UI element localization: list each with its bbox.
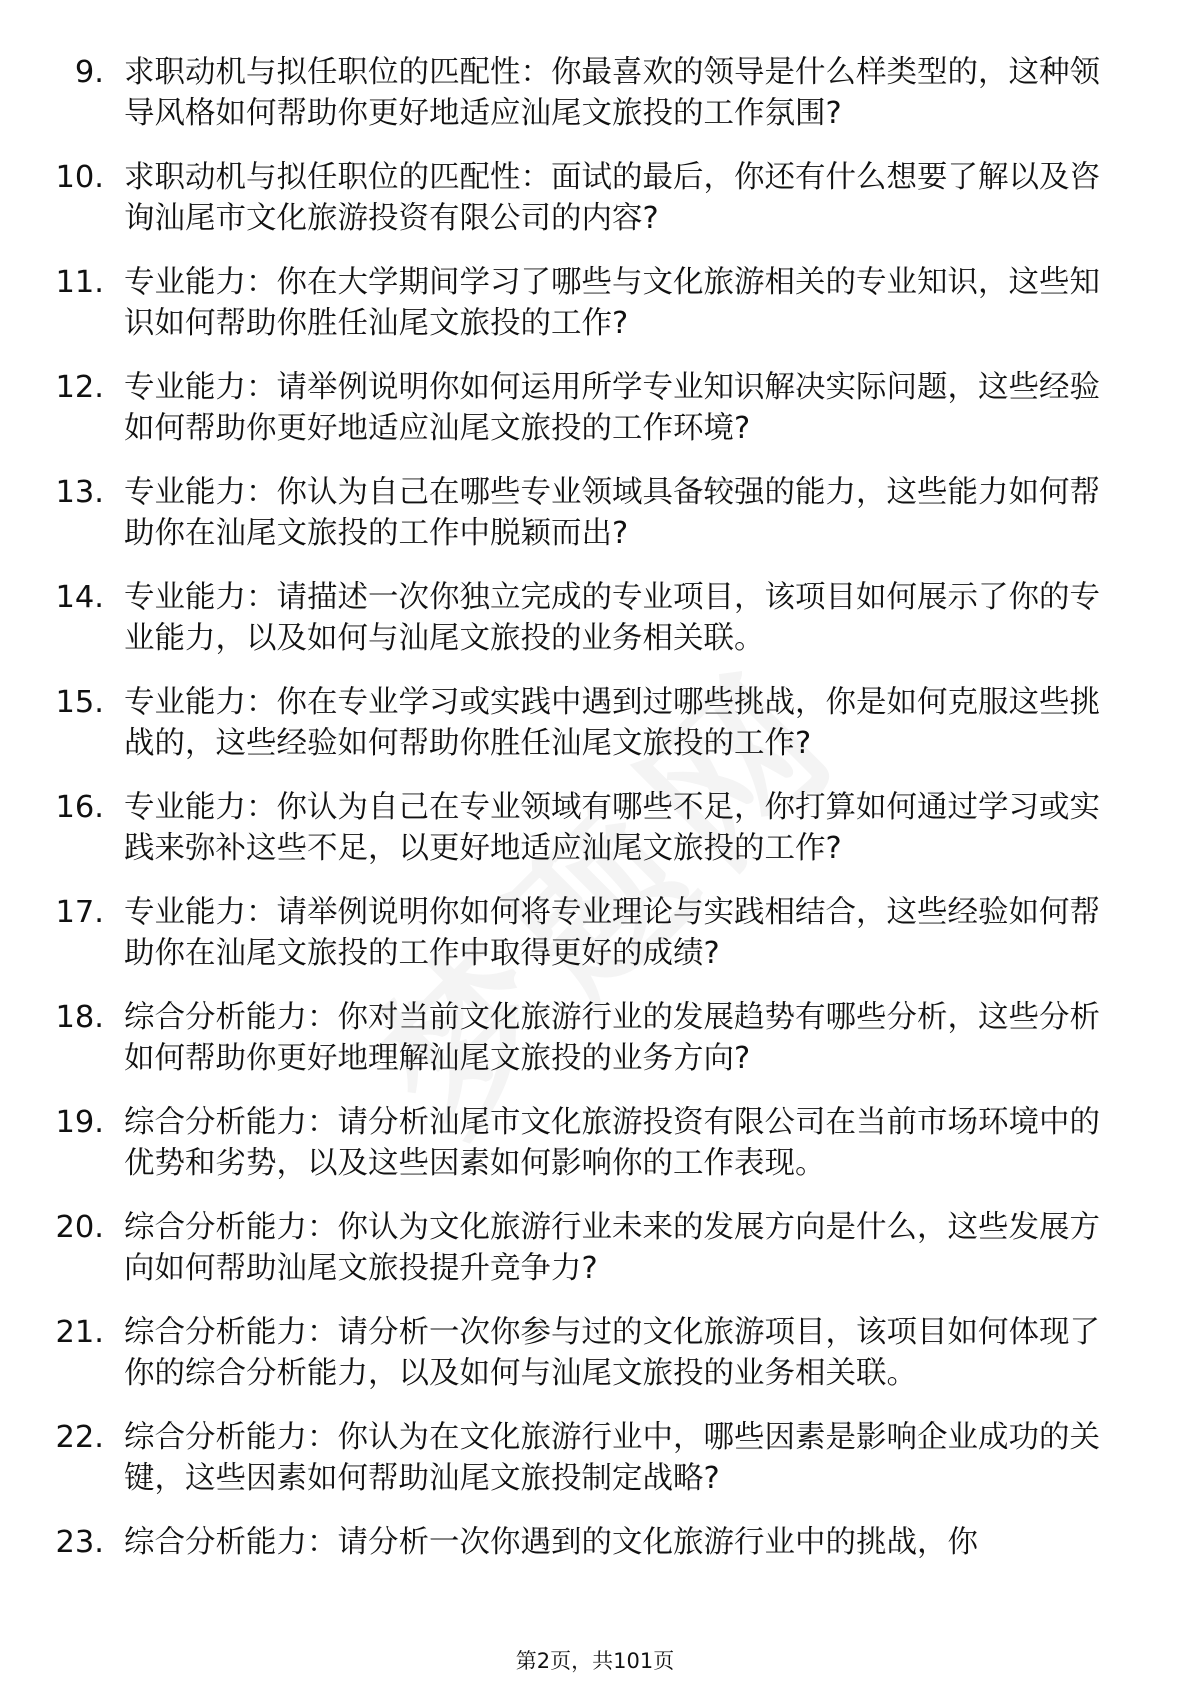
question-text: 综合分析能力：你认为文化旅游行业未来的发展方向是什么，这些发展方向如何帮助汕尾文旅投提升竞争力?: [124, 1210, 1100, 1286]
question-item: [0, 1312, 1190, 1394]
question-item: [0, 787, 1190, 869]
question-list: [0, 52, 1190, 1586]
question-item: [0, 472, 1190, 554]
question-number: 20.: [55, 1210, 104, 1245]
question-number: 22.: [55, 1420, 104, 1455]
question-text: 专业能力：请举例说明你如何将专业理论与实践相结合，这些经验如何帮助你在汕尾文旅投的工作中取得更好的成绩?: [124, 895, 1100, 971]
question-number: 19.: [55, 1105, 104, 1140]
question-number: 12.: [55, 370, 104, 405]
question-item: [0, 682, 1190, 764]
question-number: 14.: [55, 580, 104, 615]
question-number: 17.: [55, 895, 104, 930]
question-text: 专业能力：请描述一次你独立完成的专业项目，该项目如何展示了你的专业能力，以及如何与汕尾文旅投的业务相关联。: [124, 580, 1100, 656]
question-number: 10.: [55, 160, 104, 195]
question-text: 综合分析能力：你对当前文化旅游行业的发展趋势有哪些分析，这些分析如何帮助你更好地理解汕尾文旅投的业务方向?: [124, 1000, 1100, 1076]
question-item: [0, 892, 1190, 974]
question-item: [0, 1102, 1190, 1184]
question-text: 求职动机与拟任职位的匹配性：你最喜欢的领导是什么样类型的，这种领导风格如何帮助你更好地适应汕尾文旅投的工作氛围?: [124, 55, 1100, 131]
question-text: 专业能力：你在大学期间学习了哪些与文化旅游相关的专业知识，这些知识如何帮助你胜任汕尾文旅投的工作?: [124, 265, 1100, 341]
question-text: 综合分析能力：请分析一次你遇到的文化旅游行业中的挑战，你: [124, 1525, 978, 1560]
question-item: [0, 1522, 1190, 1563]
question-text: 综合分析能力：请分析汕尾市文化旅游投资有限公司在当前市场环境中的优势和劣势，以及这些因素如何影响你的工作表现。: [124, 1105, 1100, 1181]
question-text: 专业能力：你在专业学习或实践中遇到过哪些挑战，你是如何克服这些挑战的，这些经验如何帮助你胜任汕尾文旅投的工作?: [124, 685, 1100, 761]
question-item: [0, 367, 1190, 449]
page-footer: 第2页，共101页: [515, 1649, 675, 1673]
question-number: 16.: [55, 790, 104, 825]
question-number: 13.: [55, 475, 104, 510]
question-text: 综合分析能力：你认为在文化旅游行业中，哪些因素是影响企业成功的关键，这些因素如何帮助汕尾文旅投制定战略?: [124, 1420, 1100, 1496]
question-number: 11.: [55, 265, 104, 300]
question-number: 18.: [55, 1000, 104, 1035]
question-item: [0, 1417, 1190, 1499]
question-item: [0, 997, 1190, 1079]
question-number: 15.: [55, 685, 104, 720]
question-text: 求职动机与拟任职位的匹配性：面试的最后，你还有什么想要了解以及咨询汕尾市文化旅游投资有限公司的内容?: [124, 160, 1100, 236]
question-text: 综合分析能力：请分析一次你参与过的文化旅游项目，该项目如何体现了你的综合分析能力，以及如何与汕尾文旅投的业务相关联。: [124, 1315, 1100, 1391]
question-number: 21.: [55, 1315, 104, 1350]
question-text: 专业能力：你认为自己在哪些专业领域具备较强的能力，这些能力如何帮助你在汕尾文旅投的工作中脱颖而出?: [124, 475, 1100, 551]
question-item: [0, 52, 1190, 134]
question-item: [0, 1207, 1190, 1289]
question-item: [0, 577, 1190, 659]
question-text: 专业能力：你认为自己在专业领域有哪些不足，你打算如何通过学习或实践来弥补这些不足，以更好地适应汕尾文旅投的工作?: [124, 790, 1100, 866]
question-text: 专业能力：请举例说明你如何运用所学专业知识解决实际问题，这些经验如何帮助你更好地适应汕尾文旅投的工作环境?: [124, 370, 1100, 446]
question-item: [0, 262, 1190, 344]
question-number: 23.: [55, 1525, 104, 1560]
question-number: 9.: [74, 55, 104, 90]
question-item: [0, 157, 1190, 239]
